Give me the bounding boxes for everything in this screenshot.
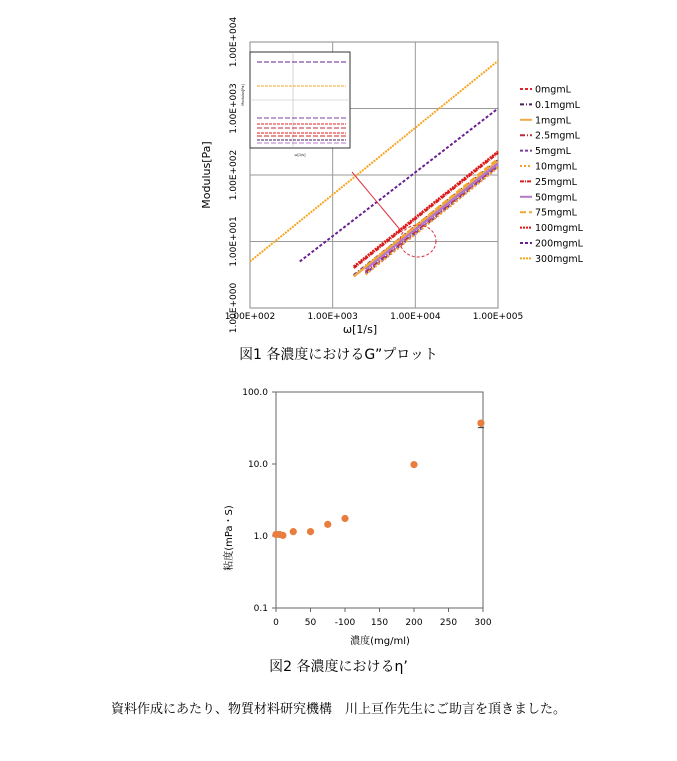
figure1-legend-label: 100mgmL bbox=[535, 223, 583, 235]
figure1-x-tick-label: 1.00E+002 bbox=[224, 312, 276, 322]
figure2-y-tick-label: 100.0 bbox=[242, 388, 268, 398]
figure1-legend bbox=[520, 85, 584, 265]
figure2-plot-area bbox=[242, 388, 492, 628]
figure1-y-tick-label: 1.00E+004 bbox=[229, 16, 239, 68]
figure1-legend-label: 1mgmL bbox=[535, 115, 571, 127]
figure2-data-point bbox=[341, 515, 348, 522]
figure2-x-tick-label: 250 bbox=[439, 618, 458, 628]
figure1-y-tick-label: 1.00E+000 bbox=[229, 282, 239, 334]
figure2-data-point bbox=[477, 419, 484, 426]
figure2-data-point bbox=[410, 461, 417, 468]
figure1-inset-y-label: Modulus[Pa] bbox=[241, 84, 245, 106]
figure2-plot-frame bbox=[276, 392, 483, 608]
figure2-y-tick-label: 10.0 bbox=[247, 460, 268, 470]
figure1-legend-label: 75mgmL bbox=[535, 207, 577, 219]
figure2-data-point bbox=[290, 528, 297, 535]
figure2-x-tick-label: -100 bbox=[334, 618, 356, 628]
figure2-y-axis-label: 粘度(mPa・S) bbox=[224, 505, 235, 571]
figure1-x-tick-label: 1.00E+005 bbox=[472, 312, 524, 322]
figure1-inset-x-label: ω[1/s] bbox=[294, 153, 306, 157]
figure2-x-tick-label: 50 bbox=[304, 618, 317, 628]
figure1-inset bbox=[241, 52, 350, 157]
figure1-legend-label: 5mgmL bbox=[535, 146, 571, 158]
figure1-legend-label: 10mgmL bbox=[535, 161, 577, 173]
figure1-y-tick-label: 1.00E+002 bbox=[229, 149, 239, 201]
figure2-x-tick-label: 150 bbox=[370, 618, 389, 628]
figure2-data-point bbox=[324, 521, 331, 528]
figure2-y-tick-label: 0.1 bbox=[253, 604, 268, 614]
figure1-y-tick-label: 1.00E+003 bbox=[229, 83, 239, 134]
figure1-legend-label: 0mgmL bbox=[535, 84, 571, 96]
figure2-data-point bbox=[279, 532, 286, 539]
acknowledgement-text: 資料作成にあたり、物質材料研究機構 川上亘作先生にご助言を頂きました。 bbox=[110, 702, 566, 717]
figure1-legend-label: 25mgmL bbox=[535, 176, 577, 188]
figure2-x-tick-label: 200 bbox=[405, 618, 423, 628]
figure1-x-tick-label: 1.00E+003 bbox=[307, 312, 358, 322]
figure1-legend-label: 50mgmL bbox=[535, 192, 577, 204]
figure1-chart bbox=[0, 0, 677, 340]
figure1-y-tick-label: 1.00E+001 bbox=[229, 216, 239, 267]
figure1-legend-label: 200mgmL bbox=[535, 238, 583, 250]
figure2-x-axis-label: 濃度(mg/ml) bbox=[350, 636, 410, 647]
figure1-legend-label: 2.5mgmL bbox=[535, 130, 580, 142]
figure2-x-tick-label: 300 bbox=[474, 618, 492, 628]
figure2-data-point bbox=[307, 528, 314, 535]
figure2-caption: 図2 各濃度におけるη’ bbox=[269, 659, 408, 675]
figure2-x-tick-label: 0 bbox=[273, 618, 279, 628]
figure1-y-axis-label: Modulus[Pa] bbox=[200, 141, 213, 209]
figure1-legend-label: 0.1mgmL bbox=[535, 99, 580, 111]
figure1-legend-label: 300mgmL bbox=[535, 253, 583, 265]
figure1-x-axis-label: ω[1/s] bbox=[342, 323, 378, 336]
figure2-chart bbox=[0, 372, 677, 652]
figure2-y-tick-label: 1.0 bbox=[253, 532, 268, 542]
figure1-x-tick-label: 1.00E+004 bbox=[390, 312, 441, 322]
figure1-caption: 図1 各濃度におけるG”プロット bbox=[239, 347, 438, 363]
